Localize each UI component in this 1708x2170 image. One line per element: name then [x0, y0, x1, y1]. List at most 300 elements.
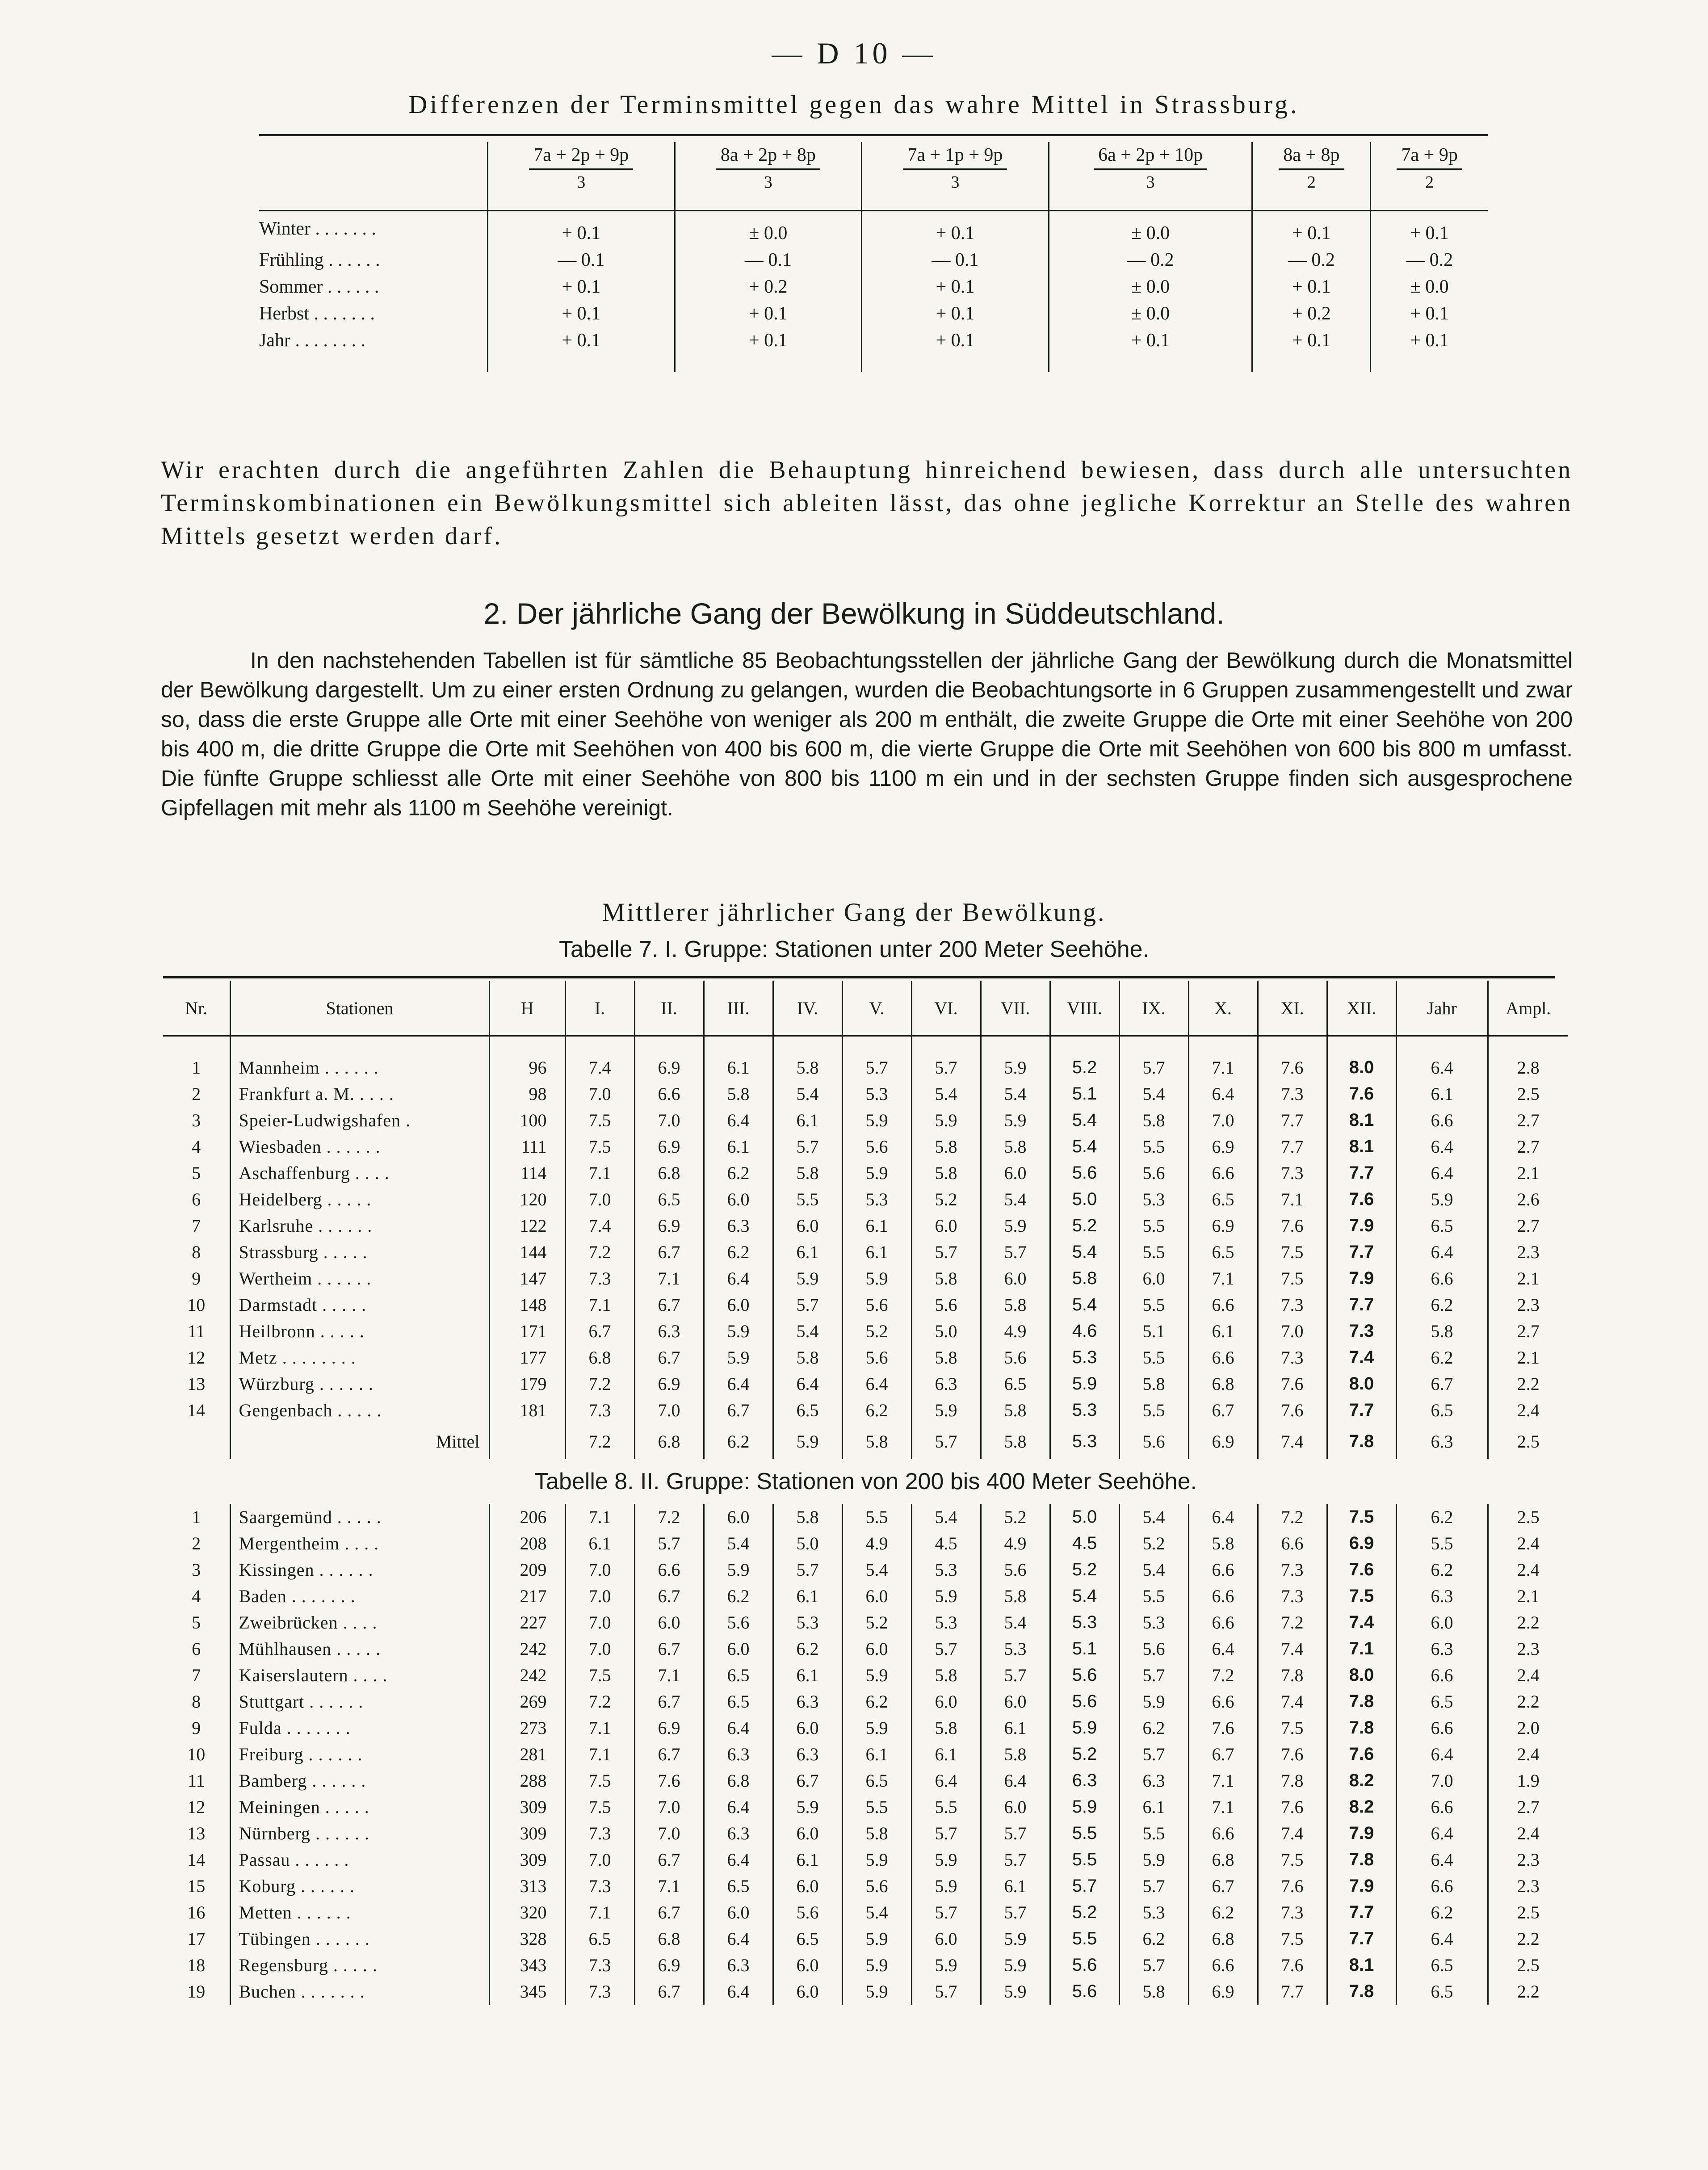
month-value: 6.9	[634, 1715, 704, 1741]
month-value: 6.0	[704, 1899, 773, 1926]
table1-column-numerator: 6a + 2p + 10p	[1094, 144, 1207, 170]
month-value: 6.7	[634, 1978, 704, 2005]
month-value: 7.5	[1327, 1583, 1396, 1609]
month-value: 5.8	[981, 1583, 1050, 1609]
table-row	[163, 1107, 1568, 1133]
table1-column-denominator: 3	[1146, 173, 1155, 192]
amplitude: 2.5	[1488, 1952, 1568, 1978]
month-value: 7.9	[1327, 1213, 1396, 1239]
month-value: 6.4	[704, 1371, 773, 1397]
month-value: 5.9	[981, 1054, 1050, 1081]
month-value: 5.0	[1050, 1186, 1119, 1213]
station-height: 320	[489, 1899, 565, 1926]
month-value: 5.7	[842, 1054, 911, 1081]
month-value: 5.7	[911, 1820, 981, 1847]
station-name: Kissingen . . . . . .	[230, 1557, 489, 1583]
column-header: Nr.	[163, 981, 230, 1036]
month-value: 6.4	[704, 1794, 773, 1820]
table-row	[259, 273, 1488, 300]
table1-column-denominator: 2	[1307, 173, 1316, 192]
month-value: 6.1	[981, 1873, 1050, 1899]
station-name: Koburg . . . . . .	[230, 1873, 489, 1899]
empty-cell	[230, 1036, 489, 1055]
empty-cell	[1258, 1036, 1327, 1055]
month-value: 7.6	[1258, 1371, 1327, 1397]
station-number: 11	[187, 1321, 205, 1341]
month-value: 7.5	[565, 1107, 634, 1133]
month-value: 5.9	[773, 1794, 842, 1820]
month-value: 7.3	[565, 1978, 634, 2005]
table-row	[163, 1583, 1568, 1609]
month-value: 7.1	[565, 1741, 634, 1767]
station-number: 9	[192, 1268, 201, 1289]
month-value: 7.1	[634, 1662, 704, 1688]
month-value: 4.9	[981, 1530, 1050, 1557]
station-height: 208	[489, 1530, 565, 1557]
month-value: 5.9	[1050, 1371, 1119, 1397]
month-value: 6.2	[1119, 1715, 1188, 1741]
month-value: 6.0	[634, 1609, 704, 1636]
month-value: 5.3	[773, 1609, 842, 1636]
month-value: 8.1	[1327, 1952, 1396, 1978]
month-value: 6.3	[911, 1371, 981, 1397]
table1-cell: — 0.1	[862, 247, 1049, 273]
month-value: 5.6	[773, 1899, 842, 1926]
station-number: 4	[192, 1586, 201, 1606]
year-mean: 6.2	[1396, 1292, 1488, 1318]
month-value: 7.4	[1258, 1820, 1327, 1847]
table1-cell: — 0.2	[1371, 247, 1488, 273]
month-value: 6.5	[565, 1926, 634, 1952]
station-number: 2	[192, 1084, 201, 1104]
station-height: 313	[489, 1873, 565, 1899]
month-value: 5.4	[1050, 1107, 1119, 1133]
station-name: Metten . . . . . .	[230, 1899, 489, 1926]
month-value: 7.0	[634, 1820, 704, 1847]
month-value: 7.0	[565, 1583, 634, 1609]
station-number: 11	[187, 1771, 205, 1791]
month-value: 7.3	[565, 1820, 634, 1847]
station-name: Passau . . . . . .	[230, 1847, 489, 1873]
month-value: 5.4	[704, 1530, 773, 1557]
month-value: 5.3	[1050, 1609, 1119, 1636]
station-height: 227	[489, 1609, 565, 1636]
month-value: 7.9	[1327, 1820, 1396, 1847]
month-value: 7.0	[1188, 1107, 1258, 1133]
station-name: Saargemünd . . . . .	[230, 1504, 489, 1530]
station-name: Freiburg . . . . . .	[230, 1741, 489, 1767]
month-value: 5.6	[1050, 1160, 1119, 1186]
month-value: 6.5	[704, 1873, 773, 1899]
month-value: 5.6	[911, 1292, 981, 1318]
month-value: 5.4	[1050, 1239, 1119, 1265]
amplitude: 2.2	[1488, 1371, 1568, 1397]
month-value: 8.0	[1327, 1054, 1396, 1081]
station-height: 148	[489, 1292, 565, 1318]
month-value: 6.4	[704, 1715, 773, 1741]
month-value: 5.3	[842, 1186, 911, 1213]
table1-cell: + 0.2	[1252, 300, 1371, 327]
month-value: 5.9	[981, 1978, 1050, 2005]
station-number: 4	[192, 1137, 201, 1157]
table1-column-denominator: 3	[577, 173, 586, 192]
month-value: 6.6	[1188, 1609, 1258, 1636]
mean-month-value: 7.4	[1258, 1423, 1327, 1459]
table1-cell: ± 0.0	[675, 211, 862, 247]
table-row	[163, 1715, 1568, 1741]
month-value: 6.6	[1188, 1688, 1258, 1715]
month-value: 7.6	[1327, 1741, 1396, 1767]
month-value: 6.5	[842, 1767, 911, 1794]
month-value: 6.7	[1188, 1873, 1258, 1899]
table8-caption: Tabelle 8. II. Gruppe: Stationen von 200 bis 400 Meter Seehöhe.	[534, 1469, 1197, 1494]
month-value: 5.9	[842, 1160, 911, 1186]
month-value: 5.8	[773, 1054, 842, 1081]
year-mean: 6.2	[1396, 1899, 1488, 1926]
station-number: 14	[187, 1850, 206, 1870]
month-value: 5.8	[842, 1820, 911, 1847]
table1-column-numerator: 7a + 9p	[1397, 144, 1462, 170]
month-value: 5.7	[1119, 1662, 1188, 1688]
month-value: 6.0	[773, 1715, 842, 1741]
year-mean: 6.6	[1396, 1715, 1488, 1741]
amplitude: 2.3	[1488, 1292, 1568, 1318]
month-value: 6.0	[773, 1213, 842, 1239]
month-value: 7.5	[565, 1133, 634, 1160]
month-value: 6.1	[842, 1741, 911, 1767]
month-value: 6.1	[1188, 1318, 1258, 1344]
month-value: 6.3	[1119, 1767, 1188, 1794]
amplitude: 2.4	[1488, 1530, 1568, 1557]
month-value: 6.8	[1188, 1371, 1258, 1397]
month-value: 7.6	[1258, 1952, 1327, 1978]
month-value: 5.3	[1119, 1899, 1188, 1926]
table1-header-row	[259, 142, 1488, 211]
mean-month-value: 5.8	[842, 1423, 911, 1459]
month-value: 6.5	[981, 1371, 1050, 1397]
station-height: 206	[489, 1504, 565, 1530]
month-value: 6.3	[704, 1820, 773, 1847]
month-value: 6.0	[911, 1926, 981, 1952]
month-value: 5.8	[911, 1662, 981, 1688]
month-value: 5.7	[911, 1054, 981, 1081]
month-value: 6.8	[634, 1926, 704, 1952]
month-value: 5.3	[1050, 1344, 1119, 1371]
month-value: 5.8	[704, 1081, 773, 1107]
month-value: 7.5	[565, 1794, 634, 1820]
amplitude: 2.7	[1488, 1794, 1568, 1820]
month-value: 5.8	[981, 1741, 1050, 1767]
month-value: 5.6	[1050, 1978, 1119, 2005]
table1-empty-cell	[675, 354, 862, 372]
month-value: 7.6	[1327, 1081, 1396, 1107]
table1-column-numerator: 8a + 8p	[1279, 144, 1344, 170]
month-value: 5.9	[842, 1662, 911, 1688]
month-value: 7.1	[1188, 1054, 1258, 1081]
empty-cell	[1396, 1036, 1488, 1055]
month-value: 7.8	[1258, 1662, 1327, 1688]
station-height: 328	[489, 1926, 565, 1952]
month-value: 5.7	[981, 1899, 1050, 1926]
station-height: 114	[489, 1160, 565, 1186]
table-row	[163, 1926, 1568, 1952]
table1-cell: + 0.1	[488, 211, 675, 247]
station-number: 12	[187, 1797, 206, 1817]
table1-column-header	[488, 142, 675, 211]
empty-cell	[163, 1036, 230, 1055]
month-value: 5.4	[911, 1081, 981, 1107]
month-value: 8.1	[1327, 1107, 1396, 1133]
month-value: 5.9	[981, 1213, 1050, 1239]
month-value: 6.0	[981, 1794, 1050, 1820]
month-value: 7.1	[1258, 1186, 1327, 1213]
month-value: 5.9	[911, 1107, 981, 1133]
table1-cell: + 0.1	[488, 300, 675, 327]
month-value: 7.5	[1258, 1265, 1327, 1292]
month-value: 6.0	[1119, 1265, 1188, 1292]
column-header: III.	[704, 981, 773, 1036]
station-name: Zweibrücken . . . .	[230, 1609, 489, 1636]
month-value: 6.3	[704, 1952, 773, 1978]
column-header: V.	[842, 981, 911, 1036]
month-value: 7.1	[634, 1873, 704, 1899]
month-value: 7.0	[634, 1794, 704, 1820]
mean-amplitude: 2.5	[1488, 1423, 1568, 1459]
table1-cell: + 0.1	[675, 327, 862, 354]
table1-cell: ± 0.0	[1049, 211, 1252, 247]
month-value: 5.4	[1119, 1081, 1188, 1107]
month-value: 7.1	[634, 1265, 704, 1292]
station-height: 217	[489, 1583, 565, 1609]
table-row	[163, 1662, 1568, 1688]
amplitude: 2.3	[1488, 1873, 1568, 1899]
month-value: 7.1	[565, 1899, 634, 1926]
month-value: 5.9	[842, 1265, 911, 1292]
month-value: 5.7	[911, 1978, 981, 2005]
month-value: 7.4	[1258, 1688, 1327, 1715]
month-value: 5.9	[704, 1318, 773, 1344]
month-value: 6.4	[1188, 1636, 1258, 1662]
table-row	[163, 1530, 1568, 1557]
month-value: 6.0	[773, 1952, 842, 1978]
month-value: 6.1	[1119, 1794, 1188, 1820]
month-value: 6.7	[1188, 1741, 1258, 1767]
month-value: 7.9	[1327, 1265, 1396, 1292]
station-number: 14	[187, 1400, 206, 1420]
station-name: Meiningen . . . . .	[230, 1794, 489, 1820]
month-value: 6.8	[1188, 1847, 1258, 1873]
month-value: 6.5	[1188, 1186, 1258, 1213]
month-value: 7.7	[1327, 1239, 1396, 1265]
amplitude: 2.7	[1488, 1107, 1568, 1133]
month-value: 5.9	[1050, 1794, 1119, 1820]
month-value: 5.7	[981, 1820, 1050, 1847]
month-value: 5.9	[1119, 1688, 1188, 1715]
month-value: 5.6	[842, 1133, 911, 1160]
month-value: 6.3	[634, 1318, 704, 1344]
month-value: 5.7	[634, 1530, 704, 1557]
table1-cell: + 0.1	[1371, 327, 1488, 354]
station-name: Regensburg . . . . .	[230, 1952, 489, 1978]
month-value: 7.0	[634, 1397, 704, 1423]
month-value: 6.6	[1258, 1530, 1327, 1557]
table1-row-label: Winter . . . . . . .	[259, 211, 488, 247]
month-value: 6.1	[773, 1239, 842, 1265]
table1-column-numerator: 7a + 1p + 9p	[903, 144, 1007, 170]
month-value: 6.7	[634, 1847, 704, 1873]
month-value: 5.6	[981, 1344, 1050, 1371]
month-value: 6.9	[1188, 1213, 1258, 1239]
month-value: 6.1	[911, 1741, 981, 1767]
table-row	[259, 300, 1488, 327]
table-row	[163, 1741, 1568, 1767]
table1-column-header	[675, 142, 862, 211]
column-header: XI.	[1258, 981, 1327, 1036]
month-value: 5.7	[981, 1662, 1050, 1688]
month-value: 5.6	[981, 1557, 1050, 1583]
year-mean: 6.5	[1396, 1213, 1488, 1239]
amplitude: 2.4	[1488, 1557, 1568, 1583]
station-number: 5	[192, 1163, 201, 1183]
station-height: 179	[489, 1371, 565, 1397]
column-header: VI.	[911, 981, 981, 1036]
month-value: 7.6	[634, 1767, 704, 1794]
station-number: 15	[187, 1876, 206, 1896]
station-name: Bamberg . . . . . .	[230, 1767, 489, 1794]
month-value: 7.1	[1188, 1794, 1258, 1820]
month-value: 7.2	[565, 1239, 634, 1265]
amplitude: 2.2	[1488, 1688, 1568, 1715]
month-value: 6.5	[704, 1688, 773, 1715]
paragraph-conclusion: Wir erachten durch die angeführten Zahlen die Behauptung hinreichend bewiesen, dass durch alle untersuchten Terminskombinationen ein Bewölkungsmittel sich ableiten lässt, das ohne jegliche Korrektur an Stelle des wahren Mittels gesetzt werden darf.	[161, 456, 1573, 550]
month-value: 7.6	[1258, 1397, 1327, 1423]
month-value: 7.5	[1258, 1715, 1327, 1741]
month-value: 5.7	[1119, 1873, 1188, 1899]
table8-caption-row	[163, 1459, 1568, 1504]
column-header: X.	[1188, 981, 1258, 1036]
month-value: 6.7	[704, 1397, 773, 1423]
month-value: 6.1	[704, 1133, 773, 1160]
year-mean: 6.6	[1396, 1794, 1488, 1820]
table1-column-header	[1371, 142, 1488, 211]
station-number: 1	[192, 1507, 201, 1527]
terminsmittel-table	[259, 142, 1488, 372]
empty-cell	[842, 1036, 911, 1055]
month-value: 6.7	[1188, 1397, 1258, 1423]
station-number: 7	[192, 1665, 201, 1685]
table1-row-label: Jahr . . . . . . . .	[259, 330, 365, 351]
month-value: 6.4	[981, 1767, 1050, 1794]
table1-cell: + 0.1	[862, 300, 1049, 327]
year-mean: 6.4	[1396, 1054, 1488, 1081]
month-value: 6.9	[634, 1054, 704, 1081]
month-value: 5.9	[911, 1583, 981, 1609]
amplitude: 2.8	[1488, 1054, 1568, 1081]
month-value: 6.2	[1188, 1899, 1258, 1926]
month-value: 5.7	[773, 1557, 842, 1583]
month-value: 5.7	[1119, 1054, 1188, 1081]
month-value: 5.8	[1119, 1371, 1188, 1397]
month-value: 7.7	[1327, 1160, 1396, 1186]
column-header: Ampl.	[1488, 981, 1568, 1036]
month-value: 6.4	[911, 1767, 981, 1794]
table-row	[163, 1847, 1568, 1873]
empty-cell	[634, 1036, 704, 1055]
month-value: 5.3	[911, 1609, 981, 1636]
month-value: 6.4	[842, 1371, 911, 1397]
table1-column-header	[1049, 142, 1252, 211]
table1-empty-cell	[1371, 354, 1488, 372]
table-row	[163, 1133, 1568, 1160]
mean-month-value: 5.7	[911, 1423, 981, 1459]
month-value: 5.4	[911, 1504, 981, 1530]
month-value: 7.5	[1258, 1926, 1327, 1952]
empty-cell	[565, 1036, 634, 1055]
amplitude: 2.1	[1488, 1160, 1568, 1186]
month-value: 6.4	[704, 1847, 773, 1873]
station-number: 13	[187, 1374, 206, 1394]
month-value: 5.8	[911, 1265, 981, 1292]
amplitude: 2.3	[1488, 1847, 1568, 1873]
month-value: 5.4	[981, 1186, 1050, 1213]
station-number: 18	[187, 1955, 206, 1975]
empty-cell	[489, 1036, 565, 1055]
year-mean: 6.5	[1396, 1397, 1488, 1423]
table-row	[163, 1899, 1568, 1926]
table1-cell: + 0.1	[1049, 327, 1252, 354]
station-height: 281	[489, 1741, 565, 1767]
table-row	[163, 1952, 1568, 1978]
table1-cell: ± 0.0	[1049, 300, 1252, 327]
month-value: 5.6	[1050, 1952, 1119, 1978]
station-height: 100	[489, 1107, 565, 1133]
empty-cell	[911, 1036, 981, 1055]
month-value: 5.7	[981, 1239, 1050, 1265]
month-value: 5.9	[911, 1847, 981, 1873]
amplitude: 2.4	[1488, 1662, 1568, 1688]
empty-cell	[163, 1423, 230, 1459]
month-value: 6.1	[704, 1054, 773, 1081]
table-row	[163, 1794, 1568, 1820]
month-value: 7.3	[1258, 1557, 1327, 1583]
year-mean: 6.2	[1396, 1344, 1488, 1371]
month-value: 5.5	[1050, 1820, 1119, 1847]
month-value: 5.7	[1050, 1873, 1119, 1899]
month-value: 5.5	[773, 1186, 842, 1213]
table1-row-label: Sommer . . . . . .	[259, 276, 379, 297]
month-value: 5.5	[842, 1794, 911, 1820]
station-number: 6	[192, 1189, 201, 1209]
station-number: 13	[187, 1823, 206, 1843]
empty-cell	[1050, 1036, 1119, 1055]
table1-column-denominator: 3	[951, 173, 960, 192]
month-value: 5.2	[1050, 1557, 1119, 1583]
station-height: 120	[489, 1186, 565, 1213]
month-value: 7.6	[1327, 1557, 1396, 1583]
month-value: 5.4	[842, 1557, 911, 1583]
amplitude: 2.4	[1488, 1820, 1568, 1847]
month-value: 8.0	[1327, 1662, 1396, 1688]
station-number: 9	[192, 1718, 201, 1738]
month-value: 5.4	[773, 1081, 842, 1107]
mean-month-value: 6.8	[634, 1423, 704, 1459]
month-value: 5.8	[1188, 1530, 1258, 1557]
year-mean: 6.5	[1396, 1952, 1488, 1978]
amplitude: 2.7	[1488, 1133, 1568, 1160]
table1-cell: ± 0.0	[1371, 273, 1488, 300]
month-value: 7.5	[1327, 1504, 1396, 1530]
month-value: 6.1	[773, 1107, 842, 1133]
